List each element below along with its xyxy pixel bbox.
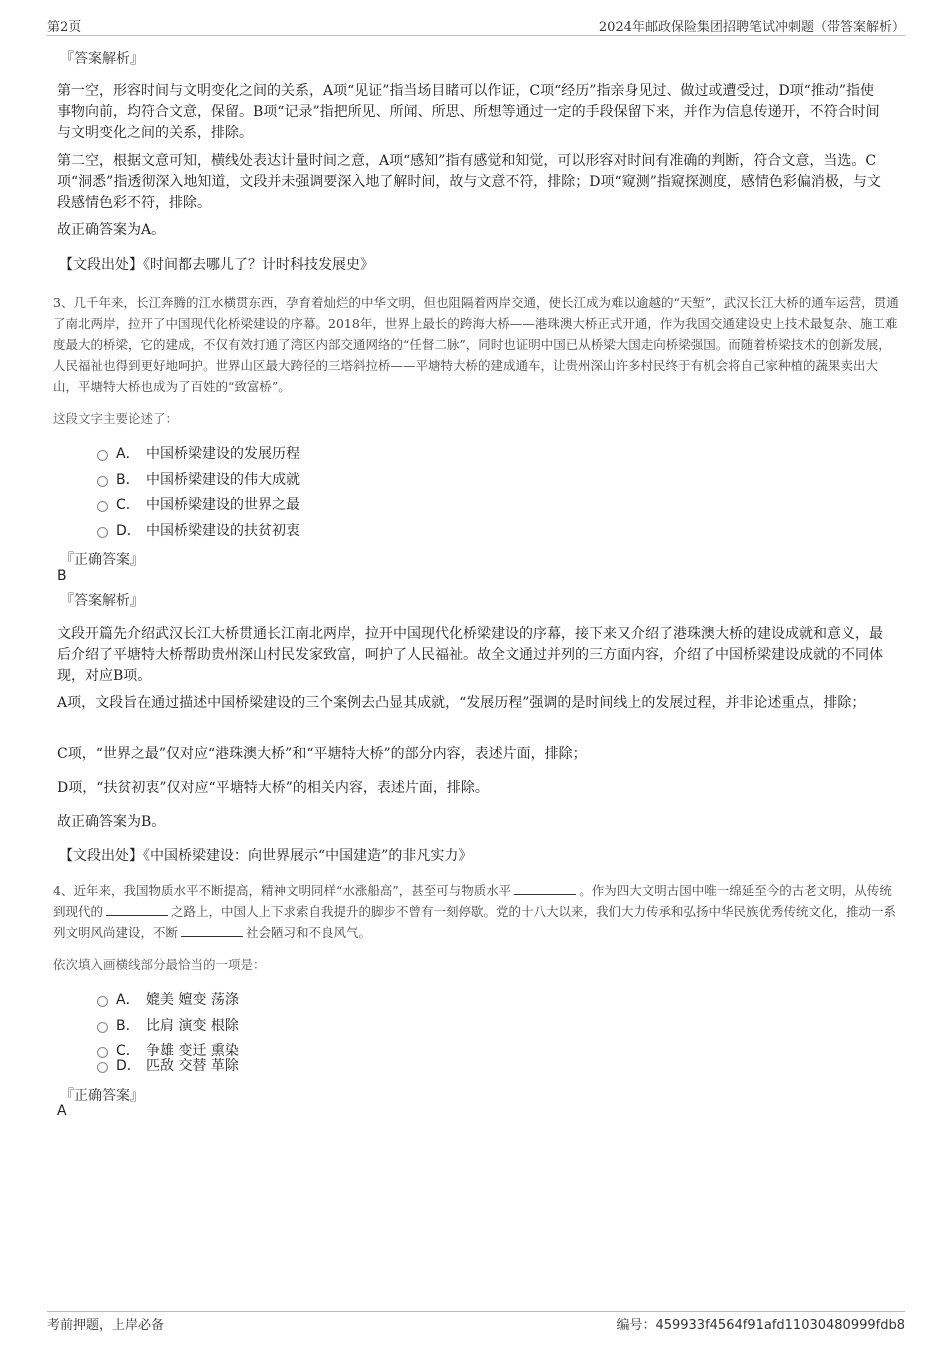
q3-answer: B xyxy=(57,568,67,584)
q2-conclusion: 故正确答案为A。 xyxy=(57,222,166,238)
page-header xyxy=(47,14,905,36)
radio-button[interactable] xyxy=(97,450,108,461)
q4-answer: A xyxy=(57,1103,67,1119)
fill-blank-3 xyxy=(181,925,243,937)
q4-option-b[interactable]: B． 比肩 演变 根除 xyxy=(97,1015,239,1035)
fill-blank-1 xyxy=(514,883,576,895)
q2-analysis-p2: 第二空，根据文意可知，横线处表达计量时间之意，A项“感知”指有感觉和知觉，可以形容对时间有准确的判断，符合文意，当选。C项“洞悉”指透彻深入地知道，文段并未强调要深入地了解时间，故与文意不符，排除；D项“窥测”指窥探测度，感情色彩偏消极，与文段感情色彩不符，排除。 xyxy=(57,153,881,211)
page-number: 第2页 xyxy=(47,20,82,35)
q2-analysis-p1: 第一空，形容时间与文明变化之间的关系，A项“见证”指当场目睹可以作证，C项“经历”指亲身见过、做过或遭受过，D项“推动”指使事物向前，均符合文意，保留。B项“记录”指把所见、所闻、所思、所想等通过一定的手段保留下来，并作为信息传递开，不符合时间与文明变化之间的关系，排除。 xyxy=(57,83,880,141)
radio-button[interactable] xyxy=(97,1022,108,1033)
document-id: 编号：459933f4564f91afd11030480999fdb8 xyxy=(616,1318,905,1333)
radio-button[interactable] xyxy=(97,1062,108,1073)
q2-source: 【文段出处】《时间都去哪儿了？计时科技发展史》 xyxy=(59,257,374,273)
q4-stem: 4、近年来，我国物质水平不断提高，精神文明同样“水涨船高”，甚至可与物质水平 。作为四大文明古国中唯一绵延至今的古老文明，从传统到现代的 之路上，中国人上下求索自我提升的脚步不曾有一刻停歇。党的十八大以来，我们大力传承和弘扬中华民族优秀传统文化，推动一系列文明风尚建设，不断 社会陋习和不良风气。 xyxy=(53,883,897,940)
fill-blank-2 xyxy=(106,904,168,916)
q3-source: 【文段出处】《中国桥梁建设：向世界展示“中国建造”的非凡实力》 xyxy=(59,848,473,864)
q3-answer-label: 『正确答案』 xyxy=(60,552,144,568)
q4-answer-label: 『正确答案』 xyxy=(60,1088,144,1104)
q3-conclusion: 故正确答案为B。 xyxy=(57,814,166,830)
q3-option-a[interactable]: A． 中国桥梁建设的发展历程 xyxy=(97,443,300,463)
q3-stem: 3、几千年来，长江奔腾的江水横贯东西，孕育着灿烂的中华文明，但也阻隔着两岸交通，使长江成为难以逾越的“天堑”，武汉长江大桥的通车运营，贯通了南北两岸，拉开了中国现代化桥梁建设的序幕。2018年，世界上最长的跨海大桥——港珠澳大桥正式开通，作为我国交通建设史上技术最复杂、施工难度最大的桥梁，它的建成，不仅有效打通了湾区内部交通网络的“任督二脉”，同时也证明中国已从桥梁大国走向桥梁强国。而随着桥梁技术的创新发展，人民福祉也得到更好地呵护。世界山区最大跨径的三塔斜拉桥——平塘特大桥的建成通车，让贵州深山许多村民终于有机会将自己家种植的蔬果卖出大山，平塘特大桥也成为了百姓的“致富桥”。 xyxy=(53,295,899,394)
q3-option-d[interactable]: D． 中国桥梁建设的扶贫初衷 xyxy=(97,520,300,540)
radio-button[interactable] xyxy=(97,501,108,512)
q3-analysis-p4: D项，“扶贫初衷”仅对应“平塘特大桥”的相关内容，表述片面，排除。 xyxy=(57,780,489,796)
q3-analysis-p2: A项，文段旨在通过描述中国桥梁建设的三个案例去凸显其成就，“发展历程”强调的是时间线上的发展过程，并非论述重点，排除； xyxy=(57,695,866,711)
q3-option-c[interactable]: C． 中国桥梁建设的世界之最 xyxy=(97,494,300,514)
q2-analysis-label: 『答案解析』 xyxy=(60,51,144,67)
q3-analysis-label: 『答案解析』 xyxy=(60,593,144,609)
q3-option-b[interactable]: B． 中国桥梁建设的伟大成就 xyxy=(97,469,300,489)
q4-question: 依次填入画横线部分最恰当的一项是： xyxy=(53,957,266,972)
q3-analysis-p3: C项，“世界之最”仅对应“港珠澳大桥”和“平塘特大桥”的部分内容，表述片面，排除； xyxy=(57,746,587,762)
footer-slogan: 考前押题，上岸必备 xyxy=(47,1318,165,1333)
q4-option-a[interactable]: A． 媲美 嬗变 荡涤 xyxy=(97,989,239,1009)
radio-button[interactable] xyxy=(97,476,108,487)
radio-button[interactable] xyxy=(97,527,108,538)
q4-option-c[interactable]: C． 争雄 变迁 熏染 xyxy=(97,1040,239,1060)
radio-button[interactable] xyxy=(97,996,108,1007)
q3-analysis-p1: 文段开篇先介绍武汉长江大桥贯通长江南北两岸，拉开中国现代化桥梁建设的序幕，接下来又介绍了港珠澳大桥的建设成就和意义，最后介绍了平塘特大桥帮助贵州深山村民发家致富，呵护了人民福祉。故全文通过并列的三方面内容，介绍了中国桥梁建设成就的不同体现，对应B项。 xyxy=(57,626,883,684)
q3-question: 这段文字主要论述了： xyxy=(53,411,179,426)
q4-option-d[interactable]: D． 匹敌 交替 革除 xyxy=(97,1055,239,1075)
document-title: 2024年邮政保险集团招聘笔试冲刺题（带答案解析） xyxy=(598,20,905,35)
page-footer xyxy=(47,1311,905,1337)
